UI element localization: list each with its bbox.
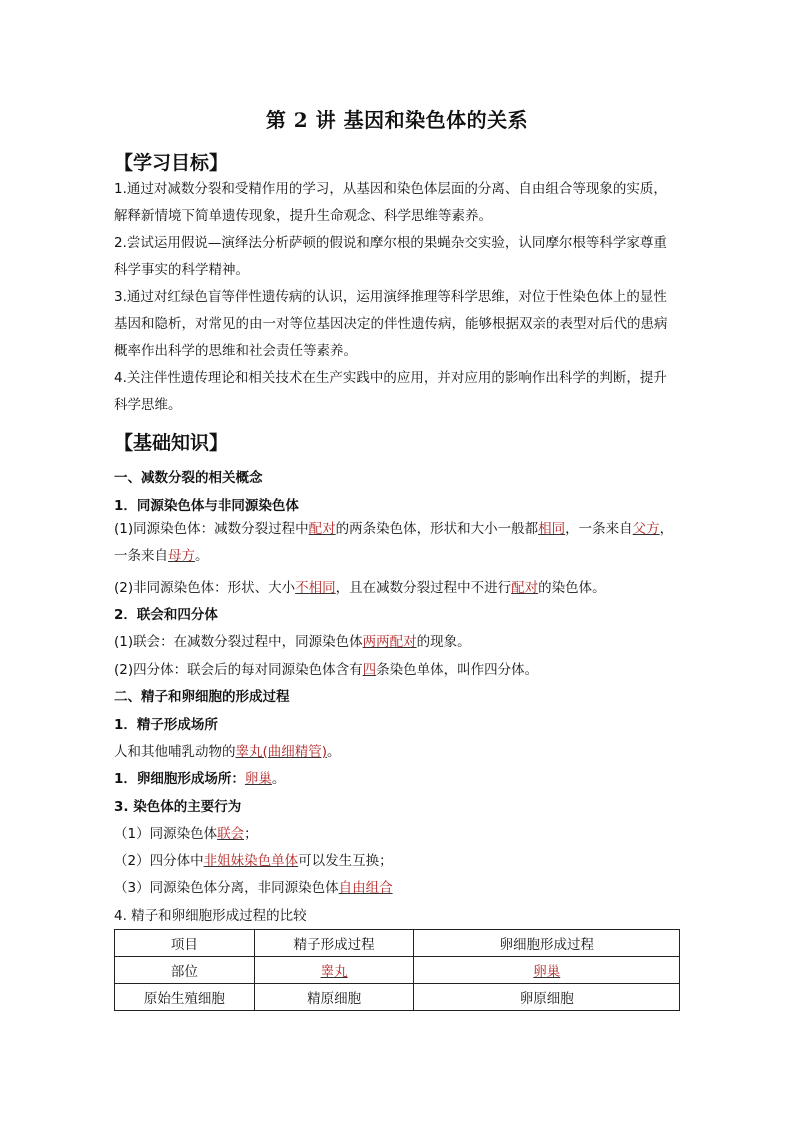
subsection-heading: 一、减数分裂的相关概念 (114, 470, 263, 486)
subsection-heading: 1．同源染色体与非同源染色体 (114, 498, 299, 514)
subsection-heading: 二、精子和卵细胞的形成过程 (114, 689, 290, 705)
table-cell: 原始生殖细胞 (115, 984, 255, 1011)
section-heading-basics: 【基础知识】 (114, 432, 229, 454)
answer-blank: 睾丸(曲细精管) (235, 744, 328, 760)
answer-blank: 自由组合 (338, 880, 393, 896)
answer-blank: 相同 (538, 521, 566, 537)
table-header-row (115, 930, 680, 957)
subsection-heading: 4. 精子和卵细胞形成过程的比较 (114, 908, 307, 924)
table-header-cell: 卵细胞形成过程 (414, 930, 680, 957)
answer-blank: 两两配对 (362, 634, 417, 650)
paragraph-behavior-3: （3）同源染色体分离，非同源染色体自由组合 (114, 880, 393, 896)
objective-item: 4.关注伴性遗传理论和相关技术在生产实践中的应用，并对应用的影响作出科学的判断，提升科学思维。 (114, 370, 667, 413)
table-cell (414, 957, 680, 984)
table-cell (254, 957, 414, 984)
table-header-cell: 项目 (115, 930, 255, 957)
answer-blank: 卵巢 (244, 771, 272, 787)
answer-blank: 配对 (511, 580, 539, 596)
objective-item: 2.尝试运用假说—演绎法分析萨顿的假说和摩尔根的果蝇杂交实验，认同摩尔根等科学家尊重科学事实的科学精神。 (114, 235, 667, 278)
subsection-heading: 3. 染色体的主要行为 (114, 799, 242, 815)
paragraph-tetrad: (2)四分体：联会后的每对同源染色体含有四条染色单体，叫作四分体。 (114, 662, 539, 678)
section-heading-objectives: 【学习目标】 (114, 152, 229, 174)
answer-blank: 母方 (168, 548, 195, 564)
paragraph-sperm-site: 人和其他哺乳动物的睾丸(曲细精管)。 (114, 744, 341, 760)
paragraph-behavior-2: （2）四分体中非姐妹染色单体可以发生互换； (114, 853, 393, 869)
objective-item: 3.通过对红绿色盲等伴性遗传病的认识，运用演绎推理等科学思维，对位于性染色体上的显性基因和隐析，对常见的由一对等位基因决定的伴性遗传病，能够根据双亲的表型对后代的患病概率作出科学的思维和社会责任等素养。 (114, 289, 668, 359)
table-cell: 部位 (115, 957, 255, 984)
paragraph-egg-site: 1．卵细胞形成场所：卵巢。 (114, 771, 286, 787)
paragraph-nonhomologous: (2)非同源染色体：形状、大小不相同，且在减数分裂过程中不进行配对的染色体。 (114, 580, 606, 596)
answer-blank: 配对 (308, 521, 336, 537)
answer-blank: 四 (362, 662, 377, 678)
subsection-heading: 1．精子形成场所 (114, 717, 218, 733)
table-cell: 精原细胞 (254, 984, 414, 1011)
answer-blank: 联会 (217, 826, 245, 842)
paragraph-behavior-1: （1）同源染色体联会； (114, 826, 258, 842)
paragraph-homologous: (1)同源染色体：减数分裂过程中配对的两条染色体，形状和大小一般都相同，一条来自父方，一条来自母方。 (114, 521, 674, 564)
comparison-table (114, 929, 680, 1011)
table-row (115, 984, 680, 1011)
page-title: 第 2 讲 基因和染色体的关系 (265, 108, 529, 132)
answer-blank: 卵巢 (533, 964, 561, 980)
table-row (115, 957, 680, 984)
objectives-list (114, 176, 680, 419)
table-header-cell: 精子形成过程 (254, 930, 414, 957)
answer-blank: 睾丸 (320, 964, 348, 980)
paragraph-synapsis: (1)联会：在减数分裂过程中，同源染色体两两配对的现象。 (114, 634, 471, 650)
answer-blank: 不相同 (295, 580, 336, 596)
table-cell: 卵原细胞 (414, 984, 680, 1011)
answer-blank: 父方 (632, 521, 660, 537)
objective-item: 1.通过对减数分裂和受精作用的学习，从基因和染色体层面的分离、自由组合等现象的实质，解释新情境下简单遗传现象，提升生命观念、科学思维等素养。 (114, 181, 667, 224)
subsection-heading: 2．联会和四分体 (114, 607, 218, 623)
answer-blank: 非姐妹染色单体 (203, 853, 299, 869)
